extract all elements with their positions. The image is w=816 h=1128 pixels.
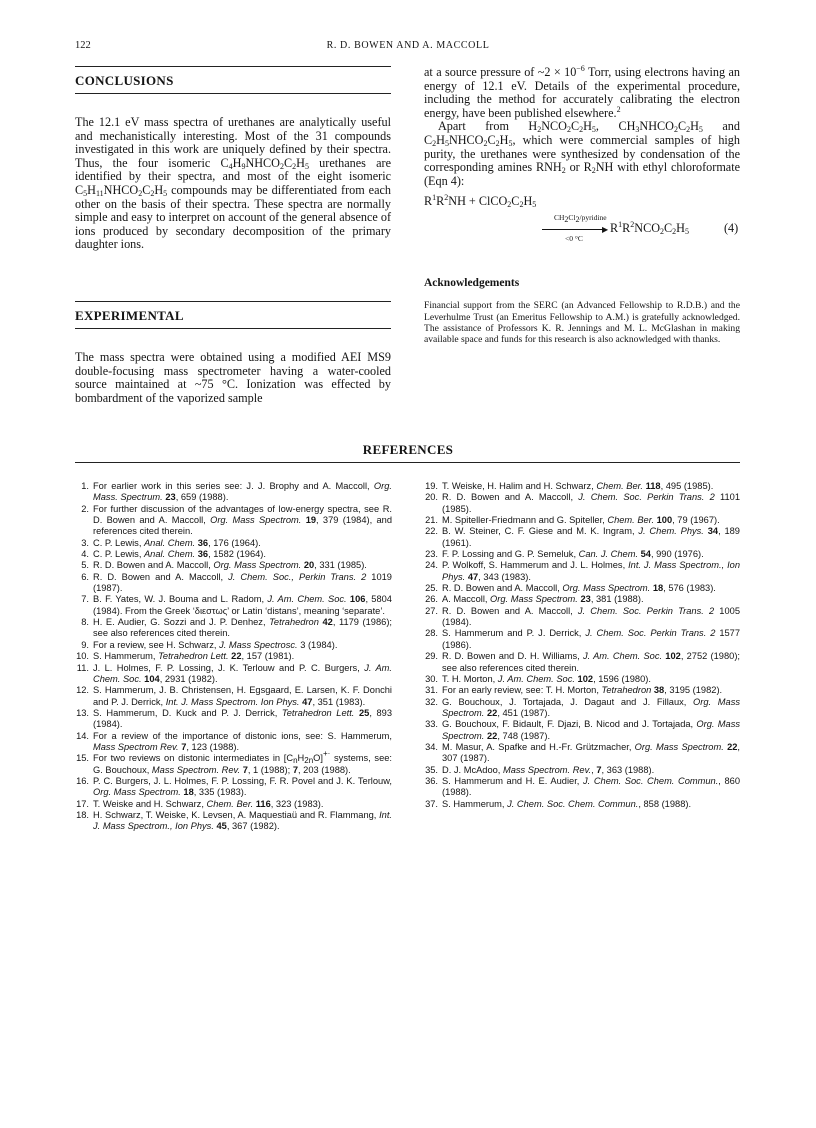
reference-text: S. Hammerum and P. J. Derrick, J. Chem. Soc. Perkin Trans. 2 1577 (1986).: [442, 628, 741, 650]
equation-product: $R^1R^2NCO_2C_2H_5$: [610, 220, 689, 237]
reaction-arrow: [542, 229, 606, 230]
reference-number: 35.: [425, 764, 438, 775]
reference-number: 21.: [425, 515, 438, 526]
reference-number: 28.: [425, 628, 438, 639]
reference-item: [75, 708, 392, 731]
reference-item: [424, 776, 740, 799]
reference-item: [424, 628, 740, 651]
reference-item: [75, 504, 392, 538]
equation-reactants: $R^1R^2NH$ + $ClCO_2C_2H_5$: [424, 193, 537, 210]
arrow-head-icon: ▶: [602, 225, 609, 235]
equation-condition-temperature: <0 °C: [565, 234, 583, 244]
synthesis-paragraph: Apart from $H_2NCO_2C_2H_5$, $CH_3NHCO_2C_2H_5$ and $C_2H_5NHCO_2C_2H_5$, which were commercial samples of high purity, the urethanes were synthesized by condensation of the corresponding amines $RNH_2$ or $R_2NH$ with ethyl chloroformate (Eqn 4):: [424, 119, 741, 188]
equation-condition-solvent: $CH_2Cl_2$/pyridine: [554, 213, 607, 225]
acknowledgements-section: [424, 277, 740, 345]
equation-4: [424, 211, 740, 251]
reference-number: 10.: [76, 651, 89, 662]
reference-item: [75, 538, 392, 549]
reference-text: S. Hammerum, Tetrahedron Lett. 22, 157 (1981).: [93, 651, 295, 662]
reference-number: 19.: [425, 481, 438, 491]
reference-item: [75, 749, 392, 776]
reference-text: T. Weiske, H. Halim and H. Schwarz, Chem. Ber. 118, 495 (1985).: [442, 481, 714, 491]
reference-item: [424, 492, 740, 515]
reference-number: 25.: [425, 583, 438, 594]
reference-item: [75, 731, 392, 754]
experimental-section: [75, 301, 391, 405]
reference-text: G. Bouchoux, F. Bidault, F. Djazi, B. Nicod and J. Tortajada, Org. Mass Spectrom. 22, 748 (1987).: [442, 719, 740, 741]
reference-text: B. W. Steiner, C. F. Giese and M. K. Ingram, J. Chem. Phys. 34, 189 (1961).: [442, 526, 740, 548]
reference-item: [75, 481, 392, 504]
reference-number: 36.: [425, 775, 438, 786]
reference-text: M. Masur, A. Spafke and H.-Fr. Grützmacher, Org. Mass Spectrom. 22, 307 (1987).: [442, 741, 740, 764]
reference-text: S. Hammerum, J. B. Christensen, H. Egsgaard, E. Larsen, K. F. Donchi and P. J. Derrick, Int. J. Mass Spectrom. Ion Phys. 47, 351 (1983).: [93, 685, 392, 707]
reference-number: 26.: [425, 594, 438, 605]
reference-text: R. D. Bowen and A. Maccoll, Org. Mass Spectrom. 18, 576 (1983).: [442, 583, 716, 594]
reference-item: [75, 594, 392, 617]
reference-text: For a review, see H. Schwarz, J. Mass Spectrosc. 3 (1984).: [93, 639, 338, 650]
reference-text: For further discussion of the advantages of low-energy spectra, see R. D. Bowen and A. Maccoll, Org. Mass Spectrom. 19, 379 (1984), and references cited therein.: [93, 503, 392, 537]
reference-number: 12.: [76, 685, 89, 696]
reference-item: [424, 719, 740, 742]
reference-item: [424, 560, 740, 583]
reference-number: 32.: [425, 696, 438, 707]
experimental-continued-paragraph: at a source pressure of ~2 × $10^{-6}$ Torr, using electrons having an energy of 12.1 eV. Details of the experimental procedure, including the method for accurately calibrating the electron energy, have been published elsewhere.$^2$: [424, 64, 740, 120]
reference-item: [424, 799, 740, 810]
reference-number: 7.: [81, 594, 89, 605]
reference-number: 13.: [76, 707, 89, 718]
reference-text: B. F. Yates, W. J. Bouma and L. Radom, J. Am. Chem. Soc. 106, 5804 (1984). From the Greek ‘διεστως’ or Latin ‘distans’, meaning ‘separate’.: [93, 594, 392, 616]
reference-number: 16.: [76, 775, 89, 786]
reference-item: [75, 651, 392, 662]
references-rule: [75, 462, 740, 463]
right-column: [424, 66, 740, 345]
reference-number: 15.: [76, 753, 89, 764]
reference-item: [424, 549, 740, 560]
conclusions-paragraph: The 12.1 eV mass spectra of urethanes are analytically useful and mechanistically interesting. Most of the 31 compounds investigated in this work are uniquely defined by their spectra. Thus, the four isomeric $C_4H_9NHCO_2C_2H_5$ urethanes are identified by their spectra, and most of the eight isomeric $C_5H_{11}NHCO_2C_2H_5$ compounds may be differentiated from each other on the basis of their spectra. These spectra are normally simple and easy to interpret on account of the general absence of ions produced by secondary decomposition of the primary daughter ions.: [75, 115, 391, 252]
reference-item: [424, 594, 740, 605]
reference-text: R. D. Bowen and A. Maccoll, J. Chem. Soc. Perkin Trans. 2 1005 (1984).: [442, 605, 740, 628]
equation-number: (4): [724, 221, 739, 236]
reference-text: G. Bouchoux, J. Tortajada, J. Dagaut and J. Fillaux, Org. Mass Spectrom. 22, 451 (1987).: [442, 696, 740, 718]
reference-number: 34.: [425, 741, 438, 752]
reference-number: 17.: [76, 798, 89, 809]
references-left-column: [75, 481, 392, 833]
reference-text: J. L. Holmes, F. P. Lossing, J. K. Terlouw and P. C. Burgers, J. Am. Chem. Soc. 104, 2931 (1982).: [93, 662, 393, 684]
reference-text: R. D. Bowen and A. Maccoll, J. Chem. Soc., Perkin Trans. 2 1019 (1987).: [93, 571, 392, 594]
reference-number: 8.: [81, 617, 89, 628]
experimental-heading: EXPERIMENTAL: [75, 301, 391, 329]
reference-text: R. D. Bowen and D. H. Williams, J. Am. Chem. Soc. 102, 2752 (1980); see also references cited therein.: [442, 651, 741, 673]
reference-item: [75, 776, 392, 799]
page-number: 122: [75, 40, 91, 51]
references-right-column: [424, 481, 740, 810]
reference-number: 1.: [81, 481, 89, 491]
reference-text: A. Maccoll, Org. Mass Spectrom. 23, 381 (1988).: [442, 594, 644, 605]
reference-number: 4.: [81, 549, 89, 560]
reference-item: [424, 526, 740, 549]
reference-number: 37.: [425, 798, 438, 809]
reference-text: For two reviews on distonic intermediates in $[C_nH_{2n}O]^{+\cdot}$ systems, see: G. Bouchoux, Mass Spectrom. Rev. 7, 1 (1988); 7, 203 (1988).: [93, 749, 392, 775]
acknowledgements-heading: Acknowledgements: [424, 277, 520, 290]
reference-item: [75, 685, 392, 708]
conclusions-heading: CONCLUSIONS: [75, 66, 391, 94]
reference-item: [424, 765, 740, 776]
reference-text: F. P. Lossing and G. P. Semeluk, Can. J. Chem. 54, 990 (1976).: [442, 549, 704, 560]
reference-text: D. J. McAdoo, Mass Spectrom. Rev., 7, 363 (1988).: [442, 764, 655, 775]
reference-number: 6.: [81, 571, 89, 582]
reference-number: 31.: [425, 685, 438, 696]
reference-number: 18.: [76, 809, 89, 820]
reference-text: P. C. Burgers, J. L. Holmes, F. P. Lossing, F. R. Povel and J. K. Terlouw, Org. Mass Spectrom. 18, 335 (1983).: [93, 775, 392, 798]
reference-text: C. P. Lewis, Anal. Chem. 36, 176 (1964).: [93, 537, 261, 548]
left-column: [75, 66, 391, 252]
reference-item: [75, 640, 392, 651]
reference-text: M. Spiteller-Friedmann and G. Spiteller, Chem. Ber. 100, 79 (1967).: [442, 515, 720, 526]
reference-item: [424, 583, 740, 594]
reference-item: [424, 674, 740, 685]
reference-number: 2.: [81, 503, 89, 514]
reference-text: S. Hammerum and H. E. Audier, J. Chem. Soc. Chem. Commun., 860 (1988).: [442, 775, 740, 798]
reference-item: [424, 742, 740, 765]
reference-item: [75, 810, 392, 833]
reference-text: T. Weiske and H. Schwarz, Chem. Ber. 116, 323 (1983).: [93, 798, 324, 809]
reference-number: 14.: [76, 730, 89, 741]
reference-item: [75, 617, 392, 640]
reference-text: For earlier work in this series see: J. J. Brophy and A. Maccoll, Org. Mass. Spectrum. 23, 659 (1988).: [93, 481, 392, 503]
reference-number: 3.: [81, 537, 89, 548]
reference-number: 33.: [425, 719, 438, 730]
reference-number: 20.: [425, 492, 438, 503]
reference-text: S. Hammerum, D. Kuck and P. J. Derrick, Tetrahedron Lett. 25, 893 (1984).: [93, 707, 392, 730]
reference-text: R. D. Bowen and A. Maccoll, J. Chem. Soc. Perkin Trans. 2 1101 (1985).: [442, 492, 740, 514]
reference-item: [424, 685, 740, 696]
reference-item: [75, 799, 392, 810]
reference-text: S. Hammerum, J. Chem. Soc. Chem. Commun., 858 (1988).: [442, 798, 692, 809]
reference-number: 23.: [425, 549, 438, 560]
reference-text: P. Wolkoff, S. Hammerum and J. L. Holmes, Int. J. Mass Spectrom., Ion Phys. 47, 343 (1983).: [442, 560, 740, 582]
reference-number: 24.: [425, 560, 438, 571]
references-heading: REFERENCES: [362, 442, 454, 457]
reference-item: [424, 606, 740, 629]
reference-item: [424, 481, 740, 492]
reference-item: [75, 663, 392, 686]
reference-number: 30.: [425, 673, 438, 684]
reference-item: [424, 515, 740, 526]
reference-item: [424, 651, 740, 674]
reference-item: [75, 572, 392, 595]
reference-item: [75, 560, 392, 571]
reference-text: H. E. Audier, G. Sozzi and J. P. Denhez, Tetrahedron 42, 1179 (1986); see also references cited therein.: [93, 617, 392, 639]
experimental-paragraph: The mass spectra were obtained using a modified AEI MS9 double-focusing mass spectrometer having a water-cooled source maintained at ~75 °C. Ionization was effected by bombardment of the vaporized sample: [75, 350, 391, 405]
reference-text: R. D. Bowen and A. Maccoll, Org. Mass Spectrom. 20, 331 (1985).: [93, 560, 367, 571]
reference-text: T. H. Morton, J. Am. Chem. Soc. 102, 1596 (1980).: [442, 673, 651, 684]
reference-text: H. Schwarz, T. Weiske, K. Levsen, A. Maquestiaü and R. Flammang, Int. J. Mass Spectrom., Ion Phys. 45, 367 (1982).: [93, 809, 392, 832]
reference-number: 5.: [81, 560, 89, 571]
acknowledgements-text: Financial support from the SERC (an Advanced Fellowship to R.D.B.) and the Leverhulme Trust (an Emeritus Fellowship to A.M.) is gratefully acknowledged. The assistance of Professors K. R. Jennings and M. L. McGlashan in making available space and funds for this research is also acknowledged with thanks.: [424, 300, 740, 345]
reference-number: 9.: [81, 639, 89, 650]
reference-number: 29.: [425, 651, 438, 662]
running-head: R. D. BOWEN AND A. MACCOLL: [326, 40, 490, 51]
reference-item: [75, 549, 392, 560]
reference-number: 27.: [425, 605, 438, 616]
reference-text: For a review of the importance of distonic ions, see: S. Hammerum, Mass Spectrom Rev. 7, 123 (1988).: [93, 730, 392, 752]
reference-number: 11.: [76, 662, 89, 673]
reference-number: 22.: [425, 526, 438, 537]
reference-item: [424, 697, 740, 720]
reference-text: For an early review, see: T. H. Morton, Tetrahedron 38, 3195 (1982).: [442, 685, 723, 696]
reference-text: C. P. Lewis, Anal. Chem. 36, 1582 (1964).: [93, 549, 266, 560]
